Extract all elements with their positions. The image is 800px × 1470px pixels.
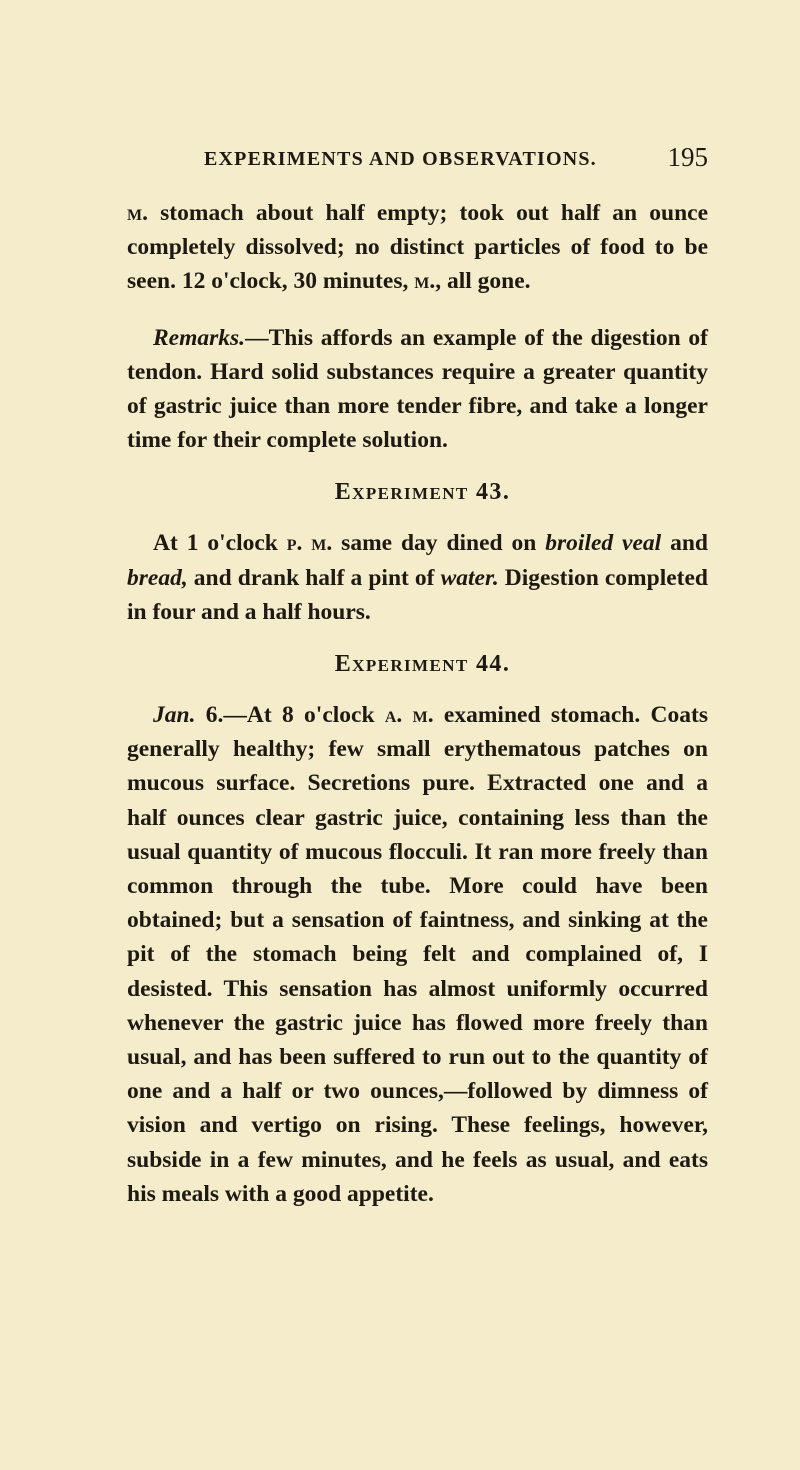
experiment-43-paragraph: [127, 526, 708, 629]
remarks-paragraph: [127, 321, 708, 458]
page-number: 195: [667, 142, 708, 172]
food-item: bread,: [127, 564, 188, 591]
food-item: water.: [440, 564, 499, 591]
paragraph-text: stomach about half empty; took out half an ounce completely dissolved; no distinct particles of food to be seen. 12 o'clock, 30 minutes,: [127, 200, 708, 295]
experiment-44-paragraph: [127, 698, 708, 1211]
remarks-label: Remarks.: [153, 324, 246, 351]
paragraph-continuation: [127, 196, 708, 299]
running-title: EXPERIMENTS AND OBSERVATIONS.: [204, 148, 597, 170]
experiment-heading: Experiment 43.: [334, 479, 511, 506]
date-label: Jan.: [153, 702, 196, 729]
paragraph-text: Digestion completed in four and a half hours.: [127, 564, 708, 625]
paragraph-text: , all gone.: [435, 268, 531, 295]
running-header: [127, 140, 708, 180]
paragraph-text: same day dined on: [332, 530, 546, 557]
time-abbrev: m.: [414, 268, 436, 295]
time-abbrev: a. m.: [384, 702, 434, 729]
experiment-heading: Experiment 44.: [334, 651, 511, 678]
time-abbrev: p. m.: [286, 530, 333, 557]
time-abbrev: m.: [127, 200, 148, 226]
paragraph-text: 6.—At 8 o'clock: [195, 702, 385, 729]
paragraph-text: examined stomach. Coats generally healthy; few small erythematous patches on mucous surface. Secretions pure. Extracted one and a half ounces clear gastric juice, containing less than the usual quantity of mucous flocculi. It ran more freely than common through the tube. More could have been obtained; but a sensation of faintness, and sinking at the pit of the stomach being felt and complained of, I desisted. This sensation has almost uniformly occurred whenever the gastric juice has flowed more freely than usual, and has been suffered to run out to the quantity of one and a half or two ounces,—followed by dimness of vision and vertigo on rising. These feelings, however, subside in a few minutes, and he feels as usual, and eats his meals with a good appetite.: [127, 702, 708, 1207]
remarks-text: —This affords an example of the digestion of tendon. Hard solid substances require a greater quantity of gastric juice than more tender fibre, and take a longer time for their complete solution.: [127, 324, 708, 454]
paragraph-text: At 1 o'clock: [153, 530, 287, 557]
paragraph-text: and: [661, 530, 708, 557]
food-item: broiled veal: [545, 530, 662, 557]
paragraph-text: and drank half a pint of: [187, 564, 441, 591]
